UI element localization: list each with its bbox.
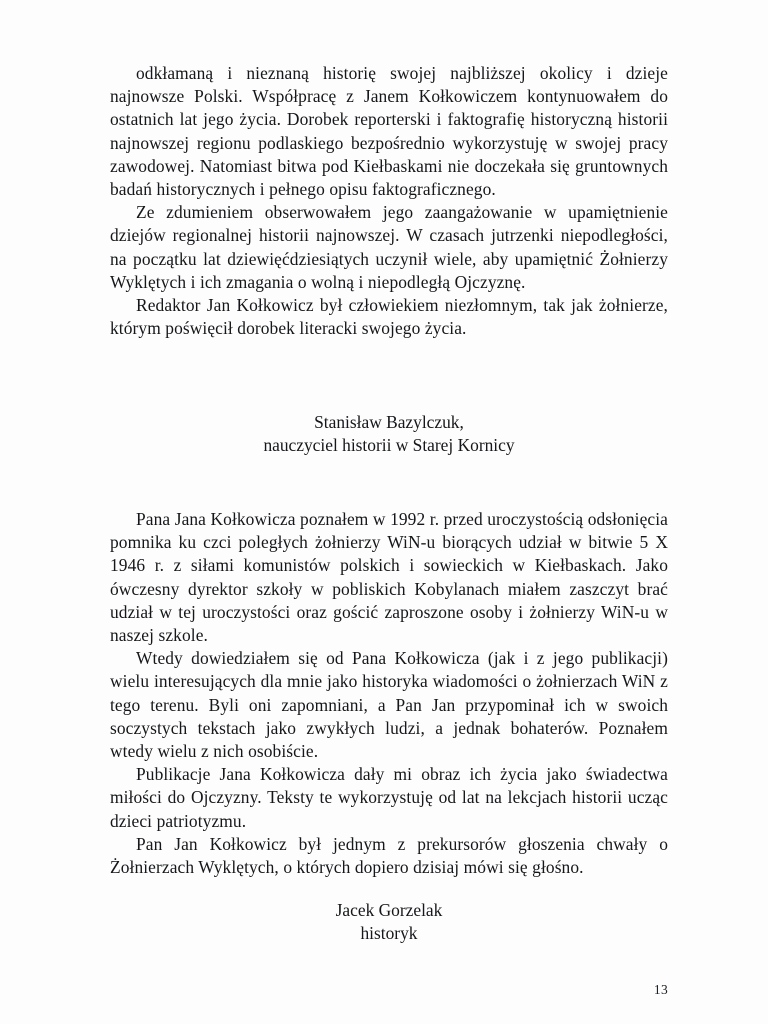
paragraph: Wtedy dowiedziałem się od Pana Kołkowicza (jak i z jego publikacji) wielu interesujących dla mnie jako historyka wiadomości o żołnierzach WiN z tego terenu. Byli oni zapomniani, a Pan Jan przypominał ich w swoich soczystych tekstach jako zwykłych ludzi, a jednak bohaterów. Poznałem wtedy wielu z nich osobiście. (110, 648, 668, 762)
paragraph: Publikacje Jana Kołkowicza dały mi obraz ich życia jako świadectwa miłości do Ojczyzny. Teksty te wykorzystuję od lat na lekcjach historii ucząc dzieci patriotyzmu. (110, 764, 668, 831)
signature-name: Stanisław Bazylczuk, (314, 412, 464, 432)
paragraph: Pana Jana Kołkowicza poznałem w 1992 r. przed uroczystością odsłonięcia pomnika ku czci poległych żołnierzy WiN-u biorących udział w bitwie 5 X 1946 r. z siłami komunistów polskich i sowieckich w Kiełbaskach. Jako ówczesny dyrektor szkoły w pobliskich Kobylanach miałem zaszczyt brać udział w tej uroczystości oraz gościć zaproszone osoby i żołnierzy WiN-u w naszej szkole. (110, 509, 668, 646)
signature-name: Jacek Gorzelak (335, 900, 443, 920)
letter-body-gorzelak (110, 508, 668, 879)
signature-role: historyk (360, 923, 418, 944)
paragraph: Redaktor Jan Kołkowicz był człowiekiem niezłomnym, tak jak żołnierze, którym poświęcił dorobek literacki swojego życia. (110, 295, 668, 339)
paragraph: odkłamaną i nieznaną historię swojej najbliższej okolicy i dzieje najnowsze Polski. Współpracę z Janem Kołkowiczem kontynuowałem do ostatnich lat jego życia. Dorobek reporterski i faktografię historyczną historii najnowszej regionu podlaskiego bezpośrednio wykorzystuję w swojej pracy zawodowej. Natomiast bitwa pod Kiełbaskami nie doczekała się gruntownych badań historycznych i pełnego opisu faktograficznego. (110, 63, 668, 200)
signature-role: nauczyciel historii w Starej Kornicy (263, 435, 515, 456)
page-number: 13 (653, 982, 668, 997)
letter-body-bazylczuk (110, 62, 668, 340)
signature-block-bazylczuk (110, 411, 668, 457)
paragraph: Ze zdumieniem obserwowałem jego zaangażowanie w upamiętnienie dziejów regionalnej historii najnowszej. W czasach jutrzenki niepodległości, na początku lat dziewięćdziesiątych uczynił wiele, aby upamiętnić Żołnierzy Wyklętych i ich zmagania o wolną i niepodległą Ojczyznę. (110, 202, 668, 292)
paragraph: Pan Jan Kołkowicz był jednym z prekursorów głoszenia chwały o Żołnierzach Wyklętych, o których dopiero dzisiaj mówi się głośno. (110, 833, 668, 878)
signature-block-gorzelak (110, 899, 668, 945)
